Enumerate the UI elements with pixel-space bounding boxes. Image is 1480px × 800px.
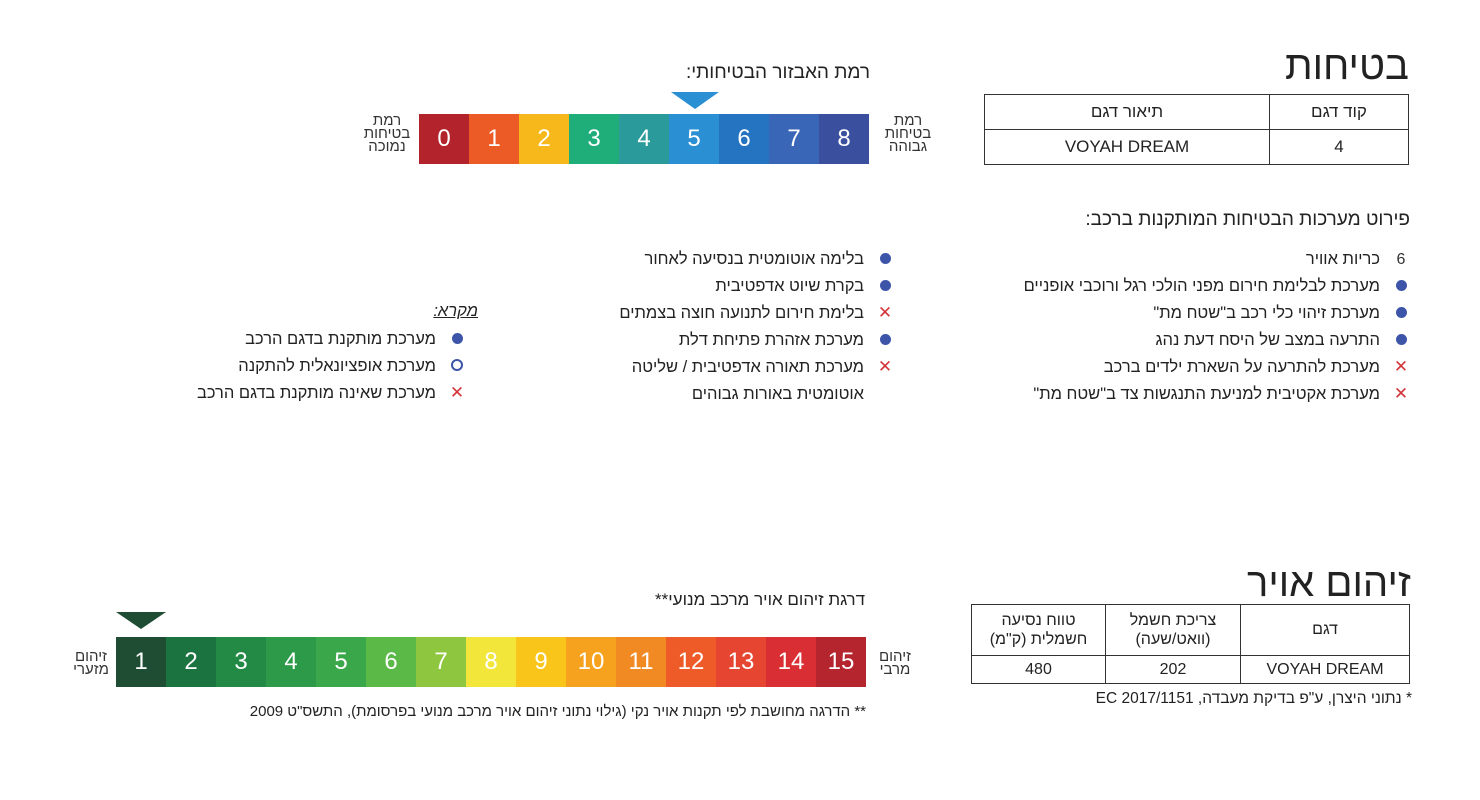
- pollution-level-marker: [116, 612, 166, 629]
- list-item-text: התרעה במצב של היסח דעת נהג: [1155, 331, 1380, 349]
- list-item: [619, 381, 896, 408]
- table-cell-model-code: 4: [1270, 130, 1409, 165]
- not-installed-x-icon: ✕: [449, 383, 465, 402]
- pollution-table: [971, 604, 1410, 684]
- list-item: [197, 380, 468, 407]
- list-item: [1024, 246, 1412, 273]
- table-header-range: טווח נסיעה חשמלית (ק"מ): [972, 605, 1106, 656]
- list-item: [1024, 354, 1412, 381]
- list-item: [1024, 273, 1412, 300]
- pollution-level-9: 9: [516, 637, 566, 687]
- pollution-level-4: 4: [266, 637, 316, 687]
- pollution-level-14: 14: [766, 637, 816, 687]
- safety-level-7: 7: [769, 114, 819, 164]
- pollution-scale-title: דרגת זיהום אויר מרכב מנועי**: [655, 590, 865, 609]
- installed-dot-icon: [446, 330, 468, 349]
- not-installed-x-icon: ✕: [877, 303, 893, 322]
- not-installed-x-icon: ✕: [1393, 384, 1409, 403]
- table-cell-model-desc: VOYAH DREAM: [985, 130, 1270, 165]
- safety-low-label: רמת בטיחות נמוכה: [363, 112, 411, 155]
- list-item-text: מערכת להתרעה על השארת ילדים ברכב: [1103, 358, 1380, 376]
- list-item: [1024, 381, 1412, 408]
- list-item-text: כריות אוויר: [1305, 250, 1380, 268]
- count-badge: 6: [1396, 251, 1406, 268]
- legend-list: [197, 326, 468, 407]
- pollution-level-15: 15: [816, 637, 866, 687]
- list-item: [619, 246, 896, 273]
- safety-level-5: 5: [669, 114, 719, 164]
- safety-level-8: 8: [819, 114, 869, 164]
- pollution-level-8: 8: [466, 637, 516, 687]
- pollution-level-12: 12: [666, 637, 716, 687]
- safety-level-2: 2: [519, 114, 569, 164]
- safety-level-0: 0: [419, 114, 469, 164]
- table-cell-consumption: 202: [1106, 656, 1241, 684]
- pollution-title: זיהום אויר: [1247, 561, 1411, 605]
- pollution-high-label: זיהום מרבי: [878, 648, 912, 678]
- installed-dot-icon: [1390, 277, 1412, 296]
- safety-level-6: 6: [719, 114, 769, 164]
- list-item-text: מערכת מותקנת בדגם הרכב: [245, 330, 436, 348]
- list-item-text: בקרת שיוט אדפטיבית: [715, 277, 864, 295]
- pollution-level-6: 6: [366, 637, 416, 687]
- safety-high-label: רמת בטיחות גבוהה: [884, 112, 932, 155]
- list-item: [197, 353, 468, 380]
- pollution-scale: [116, 637, 866, 687]
- safety-level-4: 4: [619, 114, 669, 164]
- safety-systems-list-right: [1024, 246, 1412, 408]
- safety-level-title: רמת האבזור הבטיחותי:: [685, 62, 870, 83]
- pollution-level-1: 1: [116, 637, 166, 687]
- list-item: [197, 326, 468, 353]
- list-item: [1024, 327, 1412, 354]
- list-item-text: בלימת חירום לתנועה חוצה בצמתים: [619, 304, 864, 322]
- table-header-model-code: קוד דגם: [1270, 95, 1409, 130]
- pollution-level-3: 3: [216, 637, 266, 687]
- safety-model-table: [984, 94, 1409, 165]
- installed-dot-icon: [1390, 331, 1412, 350]
- safety-title: בטיחות: [1285, 44, 1409, 88]
- table-cell-range: 480: [972, 656, 1106, 684]
- list-item-text: אוטומטית באורות גבוהים: [691, 385, 864, 403]
- pollution-level-7: 7: [416, 637, 466, 687]
- safety-scale: [419, 114, 869, 164]
- safety-systems-list-middle: [619, 246, 896, 408]
- not-installed-x-icon: ✕: [877, 357, 893, 376]
- list-item: [619, 273, 896, 300]
- table-cell-model: VOYAH DREAM: [1241, 656, 1410, 684]
- pollution-level-13: 13: [716, 637, 766, 687]
- pollution-low-label: זיהום מזערי: [73, 648, 109, 678]
- pollution-level-10: 10: [566, 637, 616, 687]
- list-item: [619, 354, 896, 381]
- list-item-text: מערכת לבלימת חירום מפני הולכי רגל ורוכבי אופניים: [1023, 277, 1380, 295]
- table-header-model: דגם: [1241, 605, 1410, 656]
- list-item-text: מערכת אקטיבית למניעת התנגשות צד ב"שטח מת": [1033, 385, 1380, 403]
- pollution-footnote: * נתוני היצרן, ע"פ בדיקת מעבדה, EC 2017/1151: [1095, 690, 1412, 707]
- optional-ring-icon: [446, 357, 468, 376]
- installed-dot-icon: [874, 277, 896, 296]
- list-item-text: מערכת שאינה מותקנת בדגם הרכב: [197, 384, 436, 402]
- installed-dot-icon: [1390, 304, 1412, 323]
- safety-level-1: 1: [469, 114, 519, 164]
- list-item: [619, 300, 896, 327]
- not-installed-x-icon: ✕: [1393, 357, 1409, 376]
- list-item: [1024, 300, 1412, 327]
- table-header-consumption: צריכת חשמל (וואט/שעה): [1106, 605, 1241, 656]
- list-item-text: מערכת אזהרת פתיחת דלת: [678, 331, 864, 349]
- pollution-level-5: 5: [316, 637, 366, 687]
- pollution-level-2: 2: [166, 637, 216, 687]
- pollution-level-11: 11: [616, 637, 666, 687]
- legend-title: מקרא:: [433, 302, 478, 320]
- list-item-text: מערכת אופציונאלית להתקנה: [238, 357, 436, 375]
- list-item-text: בלימה אוטומטית בנסיעה לאחור: [644, 250, 864, 268]
- list-item-text: מערכת תאורה אדפטיבית / שליטה: [631, 358, 864, 376]
- safety-level-3: 3: [569, 114, 619, 164]
- safety-level-marker: [671, 92, 719, 109]
- installed-dot-icon: [874, 250, 896, 269]
- safety-details-title: פירוט מערכות הבטיחות המותקנות ברכב:: [1085, 209, 1410, 230]
- list-item-text: מערכת זיהוי כלי רכב ב"שטח מת": [1153, 304, 1380, 322]
- pollution-note: ** הדרגה מחושבת לפי תקנות אויר נקי (גילוי נתוני זיהום אויר מרכב מנועי בפרסומת), התשס"ט 2009: [249, 703, 866, 720]
- table-header-model-desc: תיאור דגם: [985, 95, 1270, 130]
- installed-dot-icon: [874, 331, 896, 350]
- legend: [433, 302, 478, 327]
- list-item: [619, 327, 896, 354]
